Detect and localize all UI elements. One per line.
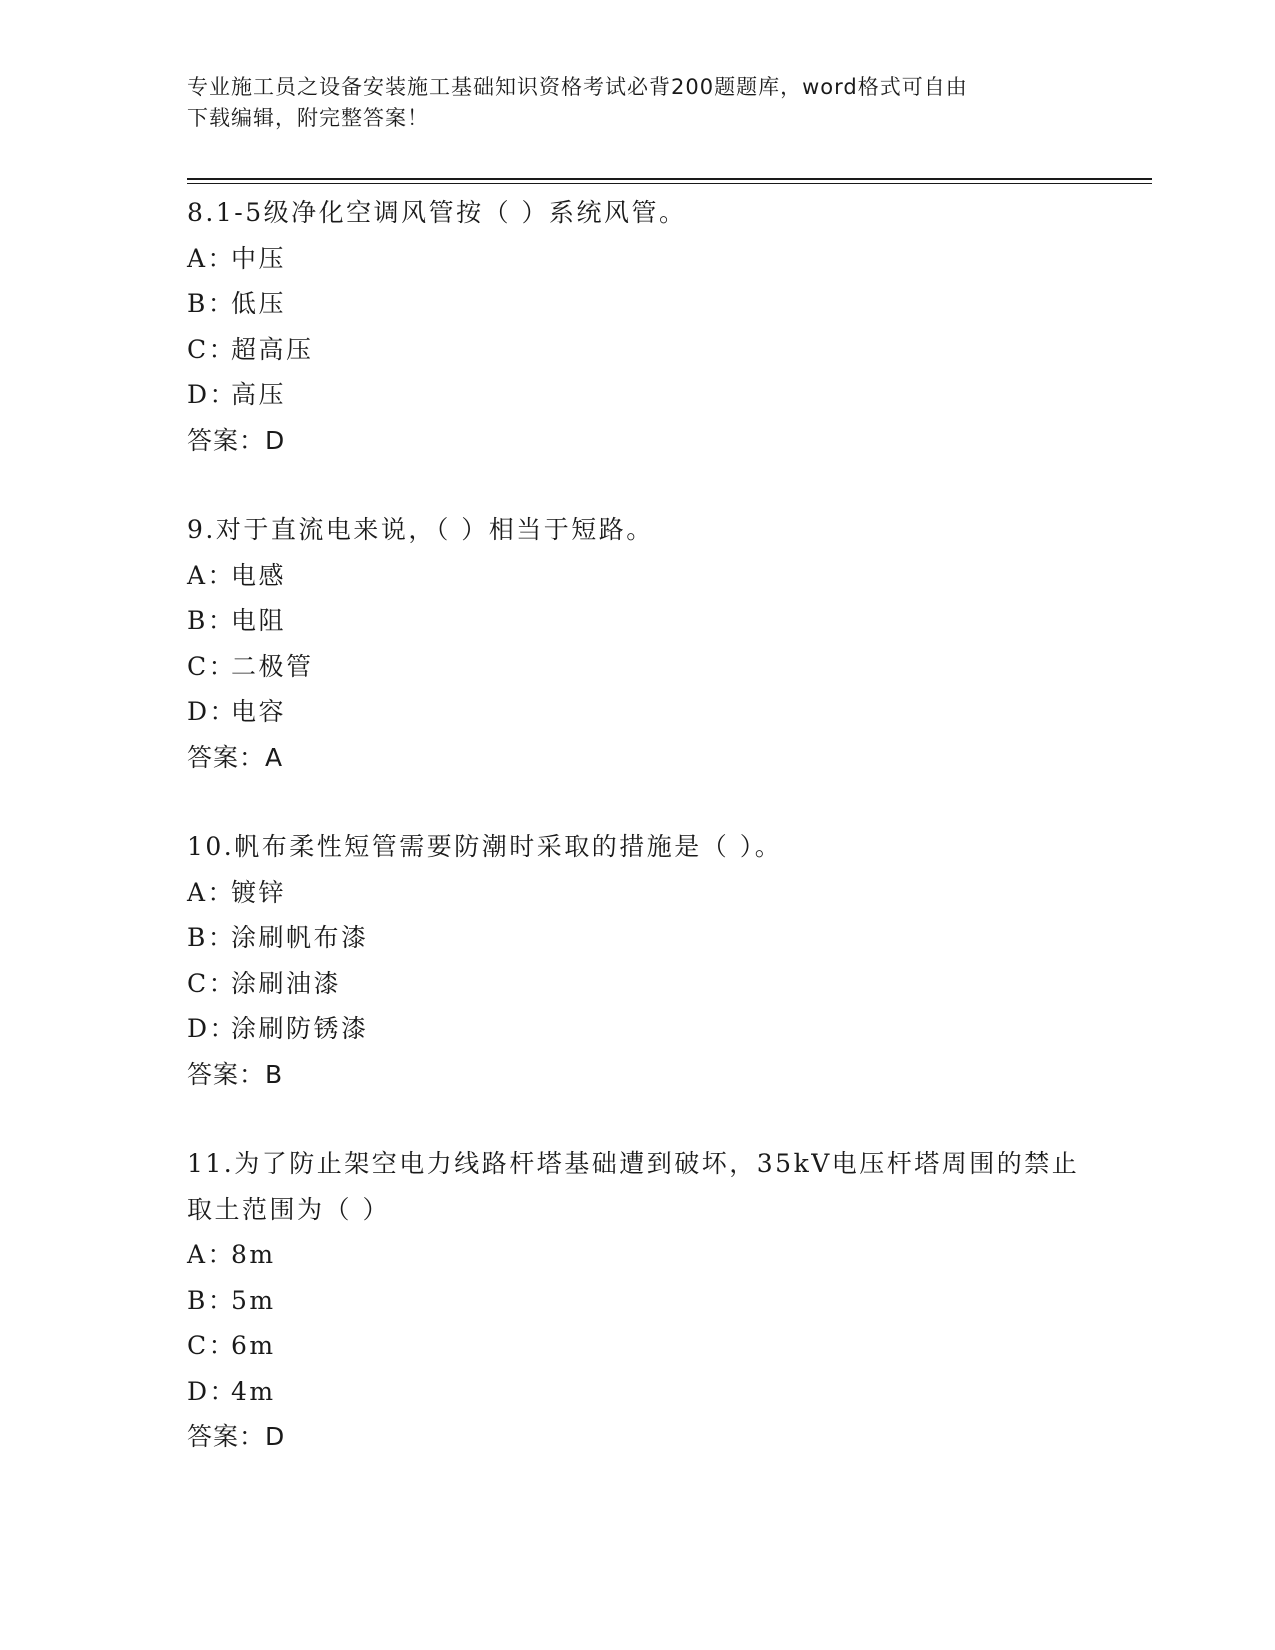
option-b xyxy=(187,598,1087,644)
option-text: 电阻 xyxy=(231,606,287,635)
option-letter: D： xyxy=(187,1014,238,1043)
option-c xyxy=(187,1323,1087,1369)
option-text: 镀锌 xyxy=(231,877,287,907)
option-b xyxy=(187,915,1087,961)
option-a xyxy=(187,553,1087,599)
question-stem: 10.帆布柔性短管需要防潮时采取的措施是（ ）。 xyxy=(187,832,783,861)
question-9 xyxy=(187,507,1087,780)
option-letter: A： xyxy=(187,243,236,273)
question-list xyxy=(187,190,1087,1504)
option-c xyxy=(187,961,1087,1007)
question-stem: 9.对于直流电来说，（ ）相当于短路。 xyxy=(187,515,654,544)
answer-line: 答案：D xyxy=(187,425,286,455)
question-8 xyxy=(187,190,1087,463)
option-b xyxy=(187,1278,1087,1324)
option-text: 4m xyxy=(231,1376,276,1406)
option-letter: A： xyxy=(187,560,236,590)
document-header xyxy=(187,72,1087,134)
question-stem: 11.为了防止架空电力线路杆塔基础遭到破坏，35kV电压杆塔周围的禁止取土范围为（ ） xyxy=(187,1149,1080,1224)
option-letter: B： xyxy=(187,606,236,635)
option-a xyxy=(187,1232,1087,1278)
option-text: 高压 xyxy=(231,380,287,409)
option-text: 涂刷防锈漆 xyxy=(231,1014,369,1043)
option-text: 涂刷油漆 xyxy=(231,968,342,998)
header-divider-thin xyxy=(187,183,1152,184)
option-d xyxy=(187,1006,1087,1052)
option-text: 6m xyxy=(231,1331,276,1360)
option-letter: B： xyxy=(187,923,236,952)
option-d xyxy=(187,689,1087,735)
option-text: 电容 xyxy=(231,697,287,726)
question-stem: 8.1-5级净化空调风管按（ ）系统风管。 xyxy=(187,198,687,227)
option-letter: D： xyxy=(187,1376,238,1406)
option-text: 超高压 xyxy=(231,334,314,364)
answer-line: 答案：A xyxy=(187,742,284,772)
option-text: 5m xyxy=(231,1285,276,1315)
header-line-2: 下载编辑，附完整答案！ xyxy=(187,106,429,130)
option-a xyxy=(187,236,1087,282)
option-c xyxy=(187,644,1087,690)
option-a xyxy=(187,870,1087,916)
option-letter: C： xyxy=(187,968,237,998)
option-text: 低压 xyxy=(231,289,287,318)
option-d xyxy=(187,372,1087,418)
option-c xyxy=(187,327,1087,373)
option-letter: B： xyxy=(187,289,236,318)
answer-line: 答案：B xyxy=(187,1059,284,1089)
option-text: 8m xyxy=(231,1240,276,1269)
option-d xyxy=(187,1369,1087,1415)
option-letter: D： xyxy=(187,697,238,726)
answer-line: 答案：D xyxy=(187,1422,286,1451)
option-letter: C： xyxy=(187,1331,237,1360)
header-line-1: 专业施工员之设备安装施工基础知识资格考试必背200题题库，word格式可自由 xyxy=(187,75,968,99)
option-letter: A： xyxy=(187,1240,236,1269)
option-letter: D： xyxy=(187,380,238,409)
option-b xyxy=(187,281,1087,327)
option-letter: C： xyxy=(187,651,237,681)
option-text: 涂刷帆布漆 xyxy=(231,923,369,952)
option-letter: C： xyxy=(187,334,237,364)
option-letter: A： xyxy=(187,877,236,907)
question-10 xyxy=(187,824,1087,1097)
option-text: 电感 xyxy=(231,560,287,590)
option-text: 二极管 xyxy=(231,651,314,681)
question-11 xyxy=(187,1141,1087,1460)
option-letter: B： xyxy=(187,1285,236,1315)
option-text: 中压 xyxy=(231,243,287,273)
header-divider-thick xyxy=(187,178,1152,180)
